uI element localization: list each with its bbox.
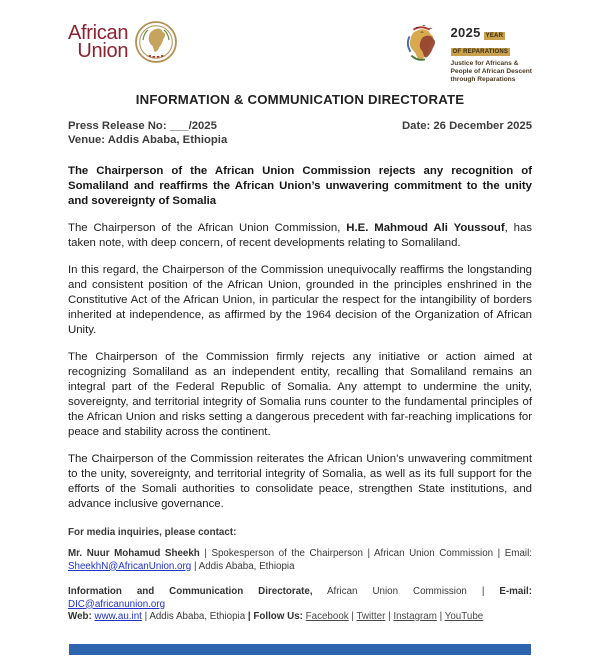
au-wordmark bbox=[68, 24, 128, 60]
african-union-logo bbox=[68, 20, 178, 64]
press-release-venue: Venue: Addis Ababa, Ethiopia bbox=[68, 133, 228, 146]
press-release-paragraph: In this regard, the Chairperson of the Commission unequivocally reaffirms the longstanding and consistent position of the African Union, grounded in the principles enshrined in the Constitutive Act of the African Union, in particular the respect for the intangibility of borders inherited at independence, as affirmed by the 1964 decision of the Organization of African Unity. bbox=[68, 264, 532, 336]
media-inquiries-heading: For media inquiries, please contact: bbox=[68, 527, 237, 538]
spokesperson-location: | Addis Ababa, Ethiopia bbox=[191, 560, 295, 572]
directorate-email-link[interactable]: DIC@africanunion.org bbox=[68, 598, 166, 610]
separator: | bbox=[348, 611, 357, 622]
youtube-link[interactable]: YouTube bbox=[444, 611, 484, 622]
spokesperson-name: Mr. Nuur Mohamud Sheekh bbox=[68, 548, 200, 559]
press-release-paragraph: The Chairperson of the Commission firmly rejects any initiative or action aimed at recognizing Somaliland as an independent entity, recalling that Somaliland remains an integral part of the Federal Republic of Somalia. Any attempt to undermine the unity, sovereignty, and territorial integrity of Somalia runs counter to the fundamental principles of the African Union and risks setting a dangerous precedent with far-reaching implications for peace and stability across the continent. bbox=[68, 351, 532, 438]
footer-address: | Addis Ababa, Ethiopia bbox=[141, 611, 248, 622]
reparations-tagline-line: through Reparations bbox=[450, 76, 516, 83]
twitter-link[interactable]: Twitter bbox=[356, 611, 386, 622]
separator: | bbox=[436, 611, 445, 622]
reparations-year: 2025 bbox=[450, 25, 481, 40]
press-release-paragraph: The Chairperson of the Commission reiterates the African Union’s unwavering commitment to the unity, sovereignty, and territorial integrity of Somalia, as well as its full support for the efforts of the Somali authorities to consolidate peace, strengthen State institutions, and advance inclusive governance. bbox=[68, 453, 532, 510]
footer-accent-bar bbox=[69, 644, 531, 655]
reparations-tagline-line: People of African Descent bbox=[450, 68, 532, 75]
directorate-title: INFORMATION & COMMUNICATION DIRECTORATE bbox=[135, 92, 465, 107]
reparations-year-chip: YEAR bbox=[485, 33, 504, 39]
press-release-number: Press Release No: ___/2025 bbox=[68, 120, 217, 132]
paragraph-text: The Chairperson of the African Union Commission, bbox=[68, 222, 347, 234]
reparations-tagline-line: Justice for Africans & bbox=[450, 60, 519, 67]
directorate-name: Information and Communication Directorate, bbox=[68, 586, 313, 597]
press-release-date: Date: 26 December 2025 bbox=[402, 120, 532, 132]
reparations-tagline bbox=[451, 60, 532, 84]
reparations-text-block bbox=[451, 22, 532, 84]
spokesperson-role: | Spokesperson of the Chairperson | African Union Commission | Email: bbox=[199, 548, 532, 559]
instagram-link[interactable]: Instagram bbox=[393, 611, 437, 622]
facebook-link[interactable]: Facebook bbox=[305, 611, 349, 622]
website-link[interactable]: www.au.int bbox=[94, 611, 142, 622]
au-wordmark-line1: African bbox=[68, 22, 129, 44]
header-logos bbox=[68, 20, 532, 83]
au-emblem-icon bbox=[134, 20, 178, 64]
reparations-emblem-icon bbox=[400, 22, 444, 68]
spokesperson-contact bbox=[68, 548, 532, 573]
reparations-2025-logo bbox=[400, 22, 532, 84]
spokesperson-email-link[interactable]: SheekhN@AfricanUnion.org bbox=[68, 560, 192, 572]
reparations-title-chip: OF REPARATIONS bbox=[452, 49, 509, 55]
separator: | bbox=[385, 611, 394, 622]
web-label: Web: bbox=[68, 611, 95, 622]
paragraph-text: , has taken note, with deep concern, of recent developments relating to Somaliland. bbox=[68, 222, 533, 249]
press-release-meta bbox=[68, 120, 532, 134]
email-label: E-mail: bbox=[499, 586, 532, 597]
directorate-footer bbox=[68, 586, 532, 624]
chairperson-name: H.E. Mahmoud Ali Youssouf bbox=[346, 222, 505, 234]
press-release-paragraph bbox=[68, 221, 532, 251]
follow-us-label: | Follow Us: bbox=[247, 611, 306, 622]
au-wordmark-line2: Union bbox=[77, 40, 129, 62]
release-title: The Chairperson of the African Union Commission rejects any recognition of Somaliland and reaffirms the African Union’s unwavering commitment to the unity and sovereignty of Somalia bbox=[68, 165, 532, 207]
directorate-org: African Union Commission | bbox=[312, 586, 500, 597]
